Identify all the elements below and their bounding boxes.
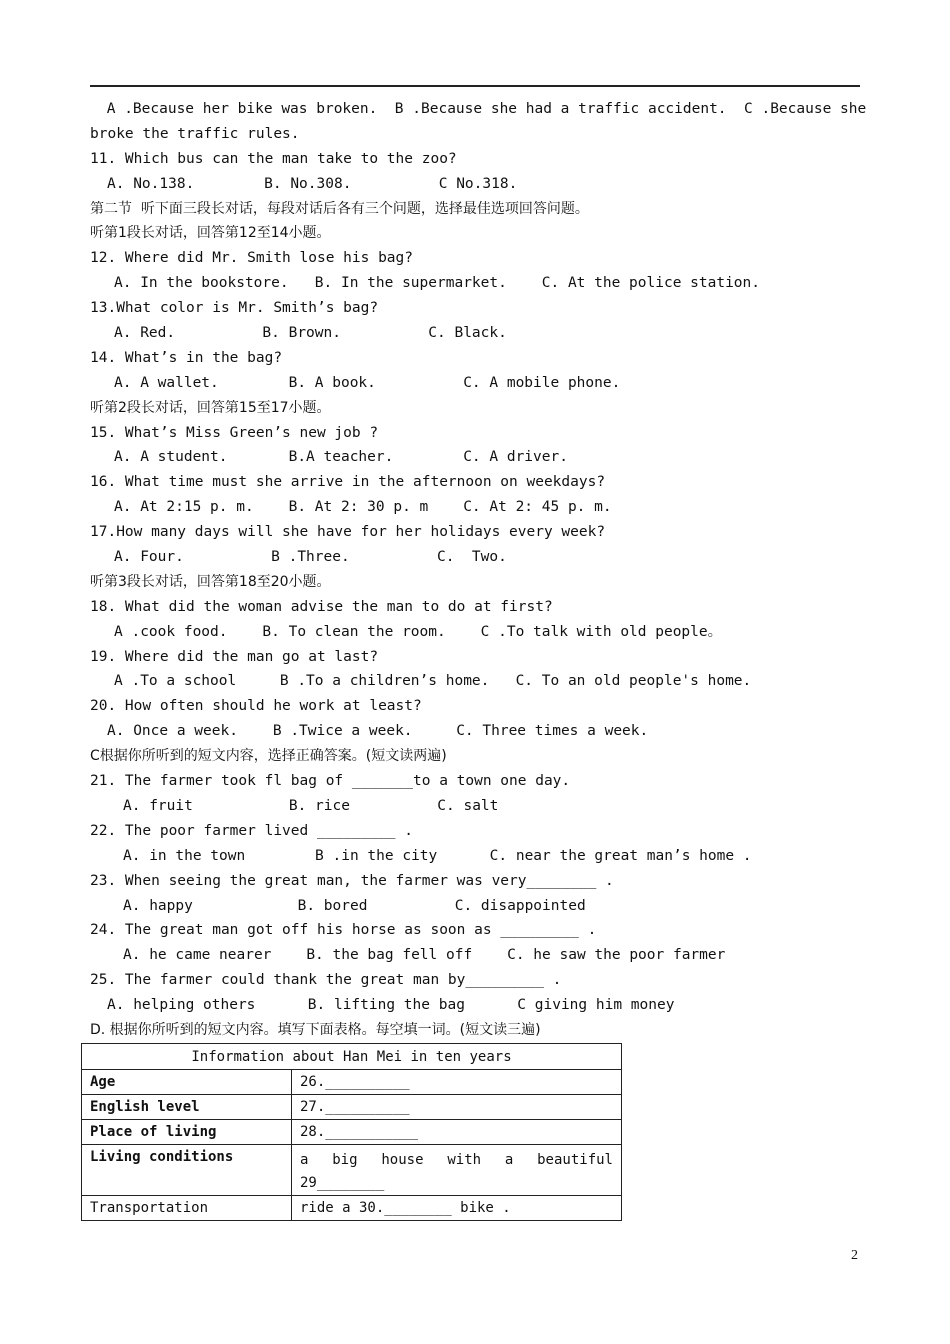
table-header: Information about Han Mei in ten years	[82, 1044, 622, 1070]
page-number: 2	[851, 1248, 858, 1263]
text-line: A. At 2:15 p. m. B. At 2: 30 p. m C. At 2: 45 p. m.	[114, 499, 612, 516]
info-table	[81, 1043, 622, 1221]
row-value-english-level: 27.__________	[292, 1095, 622, 1120]
text-line: 17.How many days will she have for her holidays every week?	[90, 524, 606, 541]
text-line: A. helping others B. lifting the bag C giving him money	[107, 997, 675, 1014]
row-label-age: Age	[82, 1070, 292, 1095]
section-heading: 听第2段长对话，回答第15至17小题。	[90, 399, 331, 416]
row-label-place-of-living: Place of living	[82, 1120, 292, 1145]
text-line: 20. How often should he work at least?	[90, 698, 422, 715]
text-line: A. Four. B .Three. C. Two.	[114, 549, 507, 566]
row-label-living-conditions: Living conditions	[82, 1145, 292, 1196]
text-line: A. Red. B. Brown. C. Black.	[114, 325, 507, 342]
text-line: A. In the bookstore. B. In the supermarket. C. At the police station.	[114, 275, 761, 292]
header-rule	[90, 85, 860, 87]
row-value-age: 26.__________	[292, 1070, 622, 1095]
table-header-row	[82, 1044, 622, 1070]
text-line: 11. Which bus can the man take to the zoo?	[90, 150, 457, 167]
text-line: 14. What’s in the bag?	[90, 349, 283, 366]
text-line: 16. What time must she arrive in the afternoon on weekdays?	[90, 474, 606, 491]
text-line: 23. When seeing the great man, the farmer was very________ .	[90, 872, 614, 889]
section-heading: 听第3段长对话，回答第18至20小题。	[90, 573, 331, 590]
row-label-transportation: Transportation	[82, 1196, 292, 1221]
text-line: 21. The farmer took fl bag of _______to a town one day.	[90, 773, 571, 790]
text-line: 22. The poor farmer lived _________ .	[90, 822, 414, 839]
section-heading: 听第1段长对话，回答第12至14小题。	[90, 225, 331, 242]
text-line: A. happy B. bored C. disappointed	[123, 897, 586, 914]
text-line: A .Because her bike was broken. B .Because she had a traffic accident. C .Because she	[98, 101, 867, 117]
text-line: 15. What’s Miss Green’s new job ?	[90, 424, 379, 441]
text-line: A. A student. B.A teacher. C. A driver.	[114, 449, 568, 466]
text-line: A. he came nearer B. the bag fell off C. he saw the poor farmer	[123, 947, 726, 964]
section-heading: D. 根据你所听到的短文内容。填写下面表格。每空填一词。(短文读三遍)	[90, 1021, 541, 1038]
text-line: broke the traffic rules.	[90, 125, 300, 142]
text-line: A .To a school B .To a children’s home. C. To an old people's home.	[114, 673, 752, 690]
table-row	[82, 1095, 622, 1120]
text-line: A. in the town B .in the city C. near the great man’s home .	[123, 847, 752, 864]
table-row	[82, 1120, 622, 1145]
section-heading: 第二节 听下面三段长对话，每段对话后各有三个问题，选择最佳选项回答问题。	[90, 200, 589, 217]
document-body	[90, 97, 867, 1043]
text-line: A .cook food. B. To clean the room. C .To talk with old people。	[114, 623, 723, 640]
text-line: A. Once a week. B .Twice a week. C. Three times a week.	[107, 723, 649, 740]
row-value-place-of-living: 28.___________	[292, 1120, 622, 1145]
text-line: 19. Where did the man go at last?	[90, 648, 379, 665]
row-value-transportation: ride a 30.________ bike .	[292, 1196, 622, 1221]
text-line: A. No.138. B. No.308. C No.318.	[107, 175, 518, 192]
table-row	[82, 1145, 622, 1196]
text-line: 12. Where did Mr. Smith lose his bag?	[90, 250, 414, 267]
row-label-english-level: English level	[82, 1095, 292, 1120]
table-row	[82, 1070, 622, 1095]
text-line: 25. The farmer could thank the great man by_________ .	[90, 972, 562, 989]
text-line: 13.What color is Mr. Smith’s bag?	[90, 300, 379, 317]
section-heading: C根据你所听到的短文内容，选择正确答案。(短文读两遍)	[90, 748, 447, 765]
text-line: 18. What did the woman advise the man to do at first?	[90, 598, 553, 615]
row-value-living-conditions: a big house with a beautiful 29________	[292, 1145, 622, 1196]
table-row	[82, 1196, 622, 1221]
text-line: A. fruit B. rice C. salt	[123, 797, 499, 814]
text-line: A. A wallet. B. A book. C. A mobile phone.	[114, 374, 621, 391]
text-line: 24. The great man got off his horse as soon as _________ .	[90, 922, 597, 939]
